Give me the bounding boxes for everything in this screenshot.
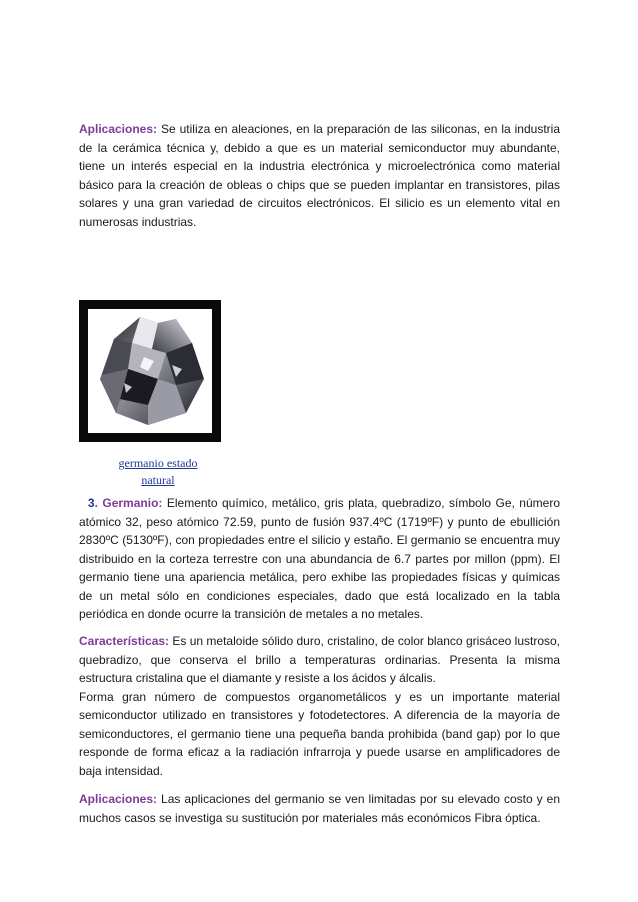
aplicaciones-silicio-paragraph — [79, 120, 560, 231]
germanium-photo — [88, 309, 212, 433]
germanio-label: . Germanio: — [94, 496, 163, 510]
caracteristicas-text-2: Forma gran número de compuestos organometálicos y es un importante material semiconductor utilizado en transistores y fotodetectores. A diferencia de la mayoría de semiconductores, el germanio tiene una pequeña banda prohibida (band gap) por lo que responde de forma eficaz a la radiación infrarroja y puede usarse en amplificadores de baja intensidad. — [79, 689, 560, 778]
aplicaciones-label-2: Aplicaciones: — [79, 792, 158, 806]
germanium-photo-frame — [79, 300, 221, 442]
caracteristicas-paragraph — [79, 632, 560, 780]
germanium-crystal-image — [88, 309, 212, 433]
aplicaciones-text-2: Las aplicaciones del germanio se ven limitadas por su elevado costo y en muchos casos se investiga su sustitución por materiales más económicos Fibra óptica. — [79, 792, 560, 825]
aplicaciones-text: Se utiliza en aleaciones, en la preparación de las siliconas, en la industria de la cerámica técnica y, debido a que es un material semiconductor muy abundante, tiene un interés especial en la industria electrónica y microelectrónica como material básico para la creación de obleas o chips que se pueden implantar en transistores, pilas solares y una gran variedad de circuitos electrónicos. El silicio es un elemento vital en numerosas industrias. — [79, 122, 560, 229]
image-caption[interactable]: germanio estado natural — [118, 456, 198, 487]
section-number: 3 — [87, 496, 95, 510]
germanio-paragraph — [79, 494, 560, 624]
germanio-text: Elemento químico, metálico, gris plata, quebradizo, símbolo Ge, número atómico 32, peso atómico 72.59, punto de fusión 937.4ºC (1719ºF) y punto de ebullición 2830ºC (5130ºF), con propiedades entre el silicio y estaño. El germanio se encuentra muy distribuido en la corteza terrestre con una abundancia de 6.7 partes por millon (ppm). El germanio tiene una apariencia metálica, pero exhibe las propiedades físicas y químicas de un metal sólo en condiciones especiales, dado que está localizado en la tabla periódica en donde ocurre la transición de metales a no metales. — [79, 496, 560, 621]
caracteristicas-text: Es un metaloide sólido duro, cristalino, de color blanco grisáceo lustroso, quebradizo, que conserva el brillo a temperaturas ordinarias. Presenta la misma estructura cristalina que el diamante y resiste a los ácidos y álcalis. — [79, 634, 560, 685]
aplicaciones-label: Aplicaciones: — [79, 122, 158, 136]
caracteristicas-label: Características: — [79, 634, 170, 648]
aplicaciones-germanio-paragraph — [79, 790, 560, 827]
